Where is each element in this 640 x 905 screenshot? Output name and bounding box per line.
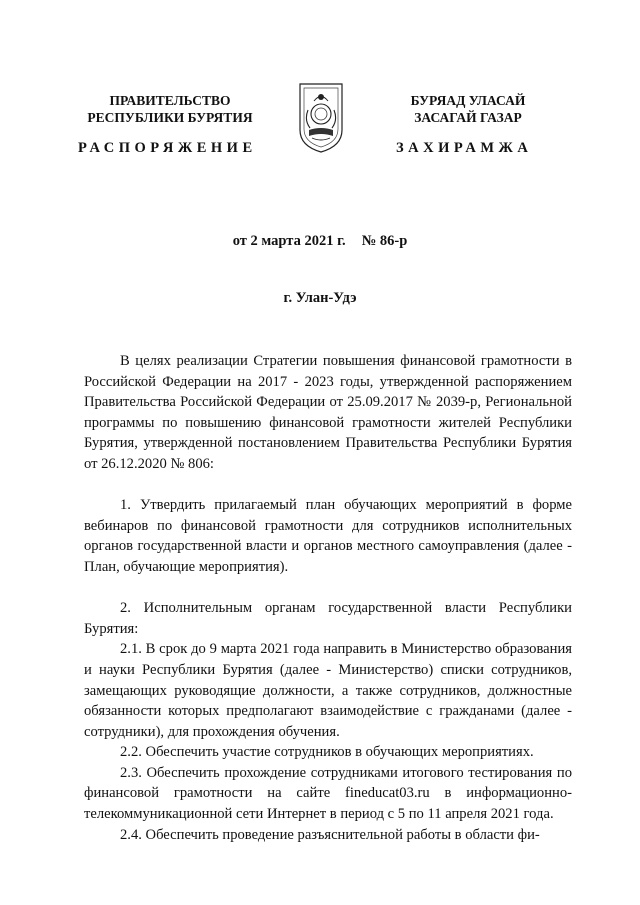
header-left-block	[60, 92, 280, 126]
city: г. Улан-Удэ	[283, 290, 357, 306]
header-right-line-1: БУРЯАД УЛАСАЙ	[410, 93, 526, 108]
paragraph-item-2: 2. Исполнительным органам государственной власти Республики Бурятия:	[84, 600, 572, 637]
doc-kind-buryat: ЗАХИРАМЖА	[396, 140, 533, 156]
header-right-line-2: ЗАСАГАЙ ГАЗАР	[414, 110, 522, 125]
paragraph-preamble: В целях реализации Стратегии повышения финансовой грамотности в Российской Федерации на 2017 - 2023 годы, утвержденной распоряжением Правительства Российской Федерации от 25.09.2017 № 2039-р, Региональной программы по повышению финансовой грамотности жителей Республики Бурятия, утвержденной постановлением Правительства Республики Бурятия от 26.12.2020 № 806:	[84, 353, 572, 472]
document-number: № 86-р	[361, 233, 408, 249]
coat-of-arms-buryatia-icon	[296, 80, 346, 154]
header-left-line-2: РЕСПУБЛИКИ БУРЯТИЯ	[87, 110, 253, 125]
paragraph-item-2-2: 2.2. Обеспечить участие сотрудников в обучающих мероприятиях.	[120, 744, 534, 761]
paragraph-item-2-4: 2.4. Обеспечить проведение разъяснительной работы в области фи-	[120, 826, 540, 843]
header-right-block	[358, 92, 578, 126]
paragraph-item-2-3: 2.3. Обеспечить прохождение сотрудниками итогового тестирования по финансовой грамотности на сайте fineducat03.ru в информационно-телекоммуникационной сети Интернет в период с 5 по 11 апреля 2021 года.	[84, 764, 572, 823]
header-left-line-1: ПРАВИТЕЛЬСТВО	[109, 93, 231, 108]
document-date: от 2 марта 2021 г.	[232, 233, 346, 249]
paragraph-item-1: 1. Утвердить прилагаемый план обучающих мероприятий в форме вебинаров по финансовой грамотности для сотрудников исполнительных органов государственной власти и органов местного самоуправления (далее - План, обучающие мероприятия).	[84, 497, 572, 575]
date-number-line	[0, 233, 640, 250]
doc-kind-russian: РАСПОРЯЖЕНИЕ	[78, 140, 257, 156]
document-body	[84, 351, 572, 845]
paragraph-item-2-1: 2.1. В срок до 9 марта 2021 года направить в Министерство образования и науки Республики Бурятия (далее - Министерство) списки сотрудников, замещающих руководящие должности, а также сотрудников, должностные обязанности которых предполагают взаимодействие с гражданами (далее - сотрудники), для прохождения обучения.	[84, 641, 572, 740]
